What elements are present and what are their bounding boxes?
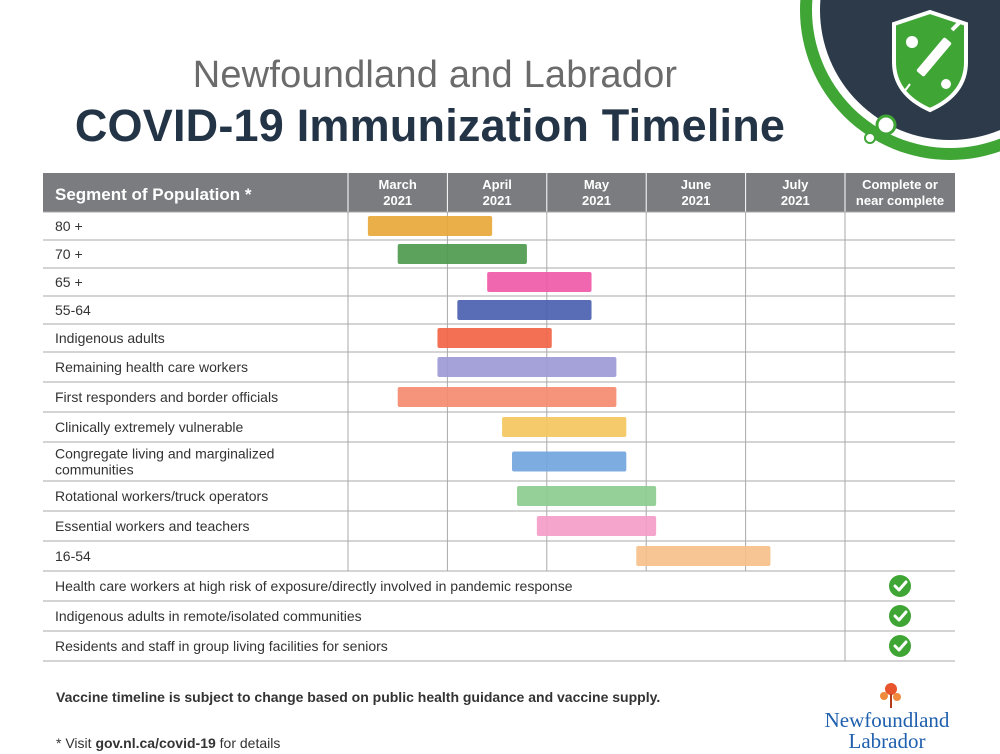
month-header-july: July [782, 177, 809, 192]
gantt-bar [437, 328, 551, 348]
gantt-bar [487, 272, 591, 292]
segment-header: Segment of Population * [55, 185, 252, 204]
row-label: Essential workers and teachers [55, 518, 250, 534]
gantt-bar [437, 357, 616, 377]
title-region: Newfoundland and Labrador [192, 54, 678, 96]
complete-row-label: Residents and staff in group living facilities for seniors [55, 638, 388, 654]
complete-row-label: Health care workers at high risk of exposure/directly involved in pandemic response [55, 578, 573, 594]
month-header-june: June [680, 177, 712, 192]
row-label: Rotational workers/truck operators [55, 488, 269, 504]
title-main: COVID-19 Immunization Timeline [74, 100, 786, 151]
gantt-bar [537, 516, 656, 536]
nl-government-logo [812, 680, 962, 753]
logo-text-labrador: Labrador [848, 729, 926, 753]
row-label: communities [55, 461, 134, 478]
disclaimer-note: Vaccine timeline is subject to change based on public health guidance and vaccine supply. [56, 689, 661, 705]
visit-link[interactable]: gov.nl.ca/covid-19 [95, 735, 216, 751]
visit-prefix: * Visit [56, 735, 96, 751]
logo-text-newfoundland: Newfoundland [824, 708, 950, 732]
year-header-may: 2021 [582, 193, 611, 208]
gantt-bar [636, 546, 770, 566]
gantt-bar [368, 216, 492, 236]
complete-header-line2: near complete [855, 193, 945, 208]
month-header-april: April [482, 177, 512, 192]
row-label: Clinically extremely vulnerable [55, 419, 244, 435]
month-header-may: May [583, 177, 610, 192]
row-label: 16-54 [55, 548, 91, 564]
gantt-bar [457, 300, 591, 320]
gantt-bar [398, 387, 617, 407]
visit-suffix: for details [215, 735, 281, 751]
year-header-june: 2021 [681, 193, 711, 208]
row-label: 80 + [55, 218, 83, 234]
year-header-march: 2021 [383, 193, 413, 208]
year-header-july: 2021 [780, 193, 810, 208]
month-header-march: March [378, 177, 417, 192]
complete-header-line1: Complete or [862, 177, 938, 192]
row-label: Indigenous adults [55, 330, 165, 346]
check-circle-icon [889, 635, 911, 657]
year-header-april: 2021 [482, 193, 512, 208]
complete-row-label: Indigenous adults in remote/isolated communities [55, 608, 362, 624]
gantt-bar [512, 452, 626, 472]
row-label: 55-64 [55, 302, 91, 318]
row-label: First responders and border officials [55, 389, 279, 405]
check-circle-icon [889, 575, 911, 597]
row-label: 65 + [55, 274, 83, 290]
gantt-bar [502, 417, 626, 437]
row-label: Congregate living and marginalized [55, 445, 275, 462]
pitcher-plant-icon [876, 680, 906, 710]
gantt-bar [517, 486, 656, 506]
row-label: Remaining health care workers [55, 359, 248, 375]
check-circle-icon [889, 605, 911, 627]
row-label: 70 + [55, 246, 83, 262]
gantt-bar [398, 244, 527, 264]
visit-note [56, 735, 280, 751]
